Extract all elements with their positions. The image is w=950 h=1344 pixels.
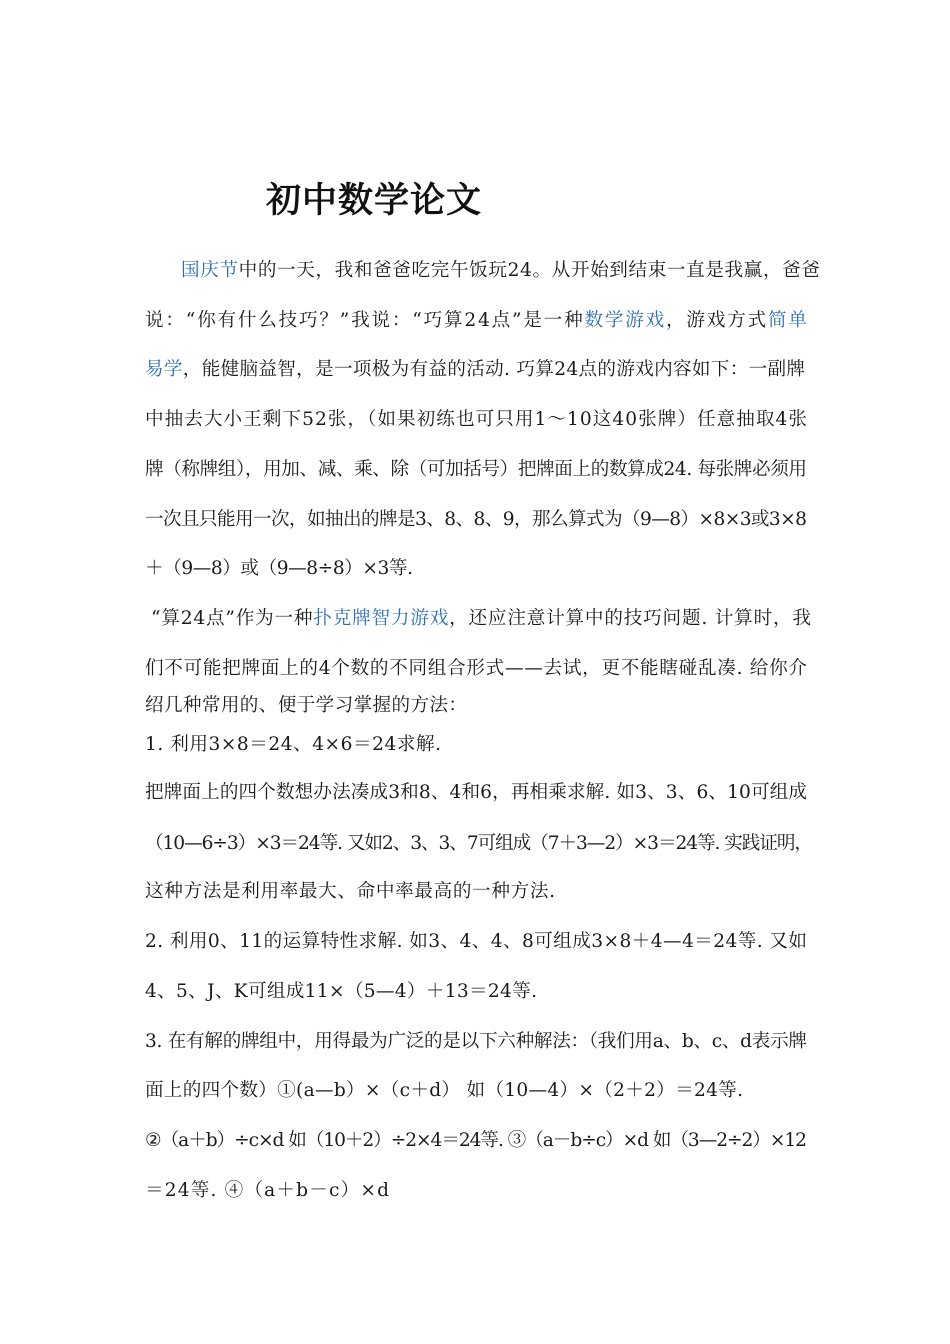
- text-run: ，还应注意计算中的技巧问题. 计算时，我: [449, 608, 812, 629]
- paragraph-line: [181, 259, 821, 283]
- hyperlink[interactable]: 国庆节: [181, 260, 239, 281]
- text-run: ，能健脑益智，是一项极为有益的活动. 巧算24点的游戏内容如下：一副牌: [182, 359, 806, 380]
- paragraph-line: [145, 733, 442, 757]
- document-title: 初中数学论文: [266, 180, 483, 221]
- paragraph-line: [145, 1079, 743, 1103]
- text-run: （10—6÷3）×3＝24等. 又如2、3、3、7可组成（7＋3—2）×3＝24等. 实践证明，: [145, 833, 812, 854]
- paragraph-line: [145, 657, 808, 681]
- text-run: 1. 利用3×8＝24、4×6＝24求解.: [145, 734, 442, 755]
- text-run: 绍几种常用的、便于学习掌握的方法：: [145, 695, 468, 716]
- paragraph-line: [145, 694, 467, 718]
- paragraph-line: [145, 358, 805, 382]
- paragraph-line: [145, 980, 537, 1004]
- paragraph-line: [145, 1129, 806, 1153]
- text-run: “算24点”作为一种: [151, 608, 314, 629]
- text-run: 2. 利用0、11的运算特性求解. 如3、4、4、8可组成3×8＋4—4＝24等. 又如: [145, 931, 808, 952]
- hyperlink[interactable]: 易学: [145, 359, 183, 380]
- text-run: ，游戏方式: [666, 310, 768, 331]
- text-run: 中抽去大小王剩下52张，（如果初练也可只用1～10这40张牌）任意抽取4张: [145, 409, 809, 430]
- paragraph-line: [145, 832, 812, 856]
- hyperlink[interactable]: 数学游戏: [584, 310, 667, 331]
- text-run: 牌（称牌组），用加、减、乘、除（可加括号）把牌面上的数算成24. 每张牌必须用: [145, 459, 807, 480]
- paragraph-line: [145, 508, 806, 532]
- paragraph-line: [145, 880, 556, 904]
- text-run: 们不可能把牌面上的4个数的不同组合形式——去试，更不能瞎碰乱凑. 给你介: [145, 658, 808, 679]
- paragraph-line: [145, 458, 807, 482]
- paragraph-line: [145, 930, 807, 954]
- hyperlink[interactable]: 扑克牌智力游戏: [313, 608, 450, 629]
- text-run: 3. 在有解的牌组中，用得最为广泛的是以下六种解法：（我们用a、b、c、d表示牌: [145, 1031, 807, 1052]
- text-run: ②（a＋b）÷c×d 如（10＋2）÷2×4＝24等. ③（a－b÷c）×d 如（3—2÷2）×12: [145, 1130, 806, 1151]
- text-run: 一次且只能用一次，如抽出的牌是3、8、8、9，那么算式为（9—8）×8×3或3×8: [145, 509, 807, 530]
- paragraph-line: [145, 1030, 807, 1054]
- paragraph-line: [145, 1179, 390, 1203]
- paragraph-line: [145, 557, 413, 581]
- text-run: 把牌面上的四个数想办法凑成3和8、4和6，再相乘求解. 如3、3、6、10可组成: [145, 782, 808, 803]
- text-run: 面上的四个数）①(a—b）×（c＋d） 如（10—4）×（2＋2）＝24等.: [145, 1080, 744, 1101]
- paragraph-line: [145, 309, 809, 333]
- text-run: 这种方法是利用率最大、命中率最高的一种方法.: [145, 881, 556, 902]
- paragraph-line: [151, 607, 812, 631]
- paragraph-line: [145, 408, 808, 432]
- text-run: 4、5、J、K可组成11×（5—4）＋13＝24等.: [145, 981, 538, 1002]
- text-run: ＋（9—8）或（9—8÷8）×3等.: [145, 558, 413, 579]
- paragraph-line: [145, 781, 807, 805]
- text-run: 说：“你有什么技巧？”我说：“巧算24点”是一种: [145, 310, 585, 331]
- text-run: ＝24等. ④（a＋b－c）×d: [145, 1180, 391, 1201]
- hyperlink[interactable]: 简单: [767, 310, 809, 331]
- text-run: 中的一天，我和爸爸吃完午饭玩24。从开始到结束一直是我赢，爸爸: [238, 260, 821, 281]
